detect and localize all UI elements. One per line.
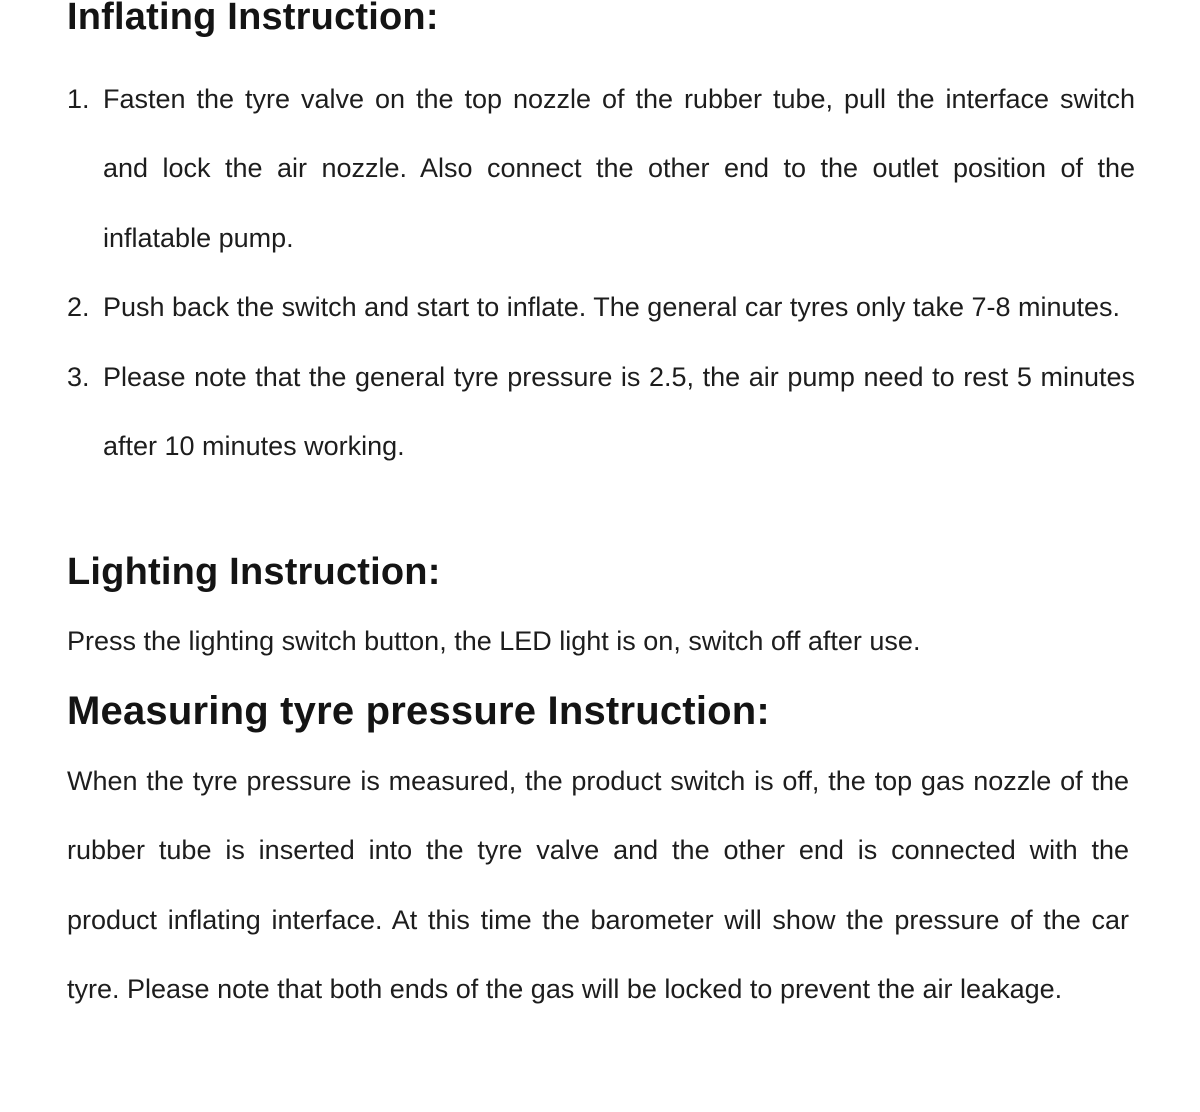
measuring-text: When the tyre pressure is measured, the product switch is off, the top gas nozzle of the rubber tube is inserted into the tyre valve and the other end is connected with the product inflating interface. At this time the barometer will show the pressure of the car tyre. Please note that both ends of the gas will be locked to prevent the air leakage. bbox=[67, 766, 1129, 1005]
inflating-step-1 bbox=[67, 65, 1135, 273]
lighting-heading: Lighting Instruction: bbox=[67, 551, 441, 593]
step-text: Please note that the general tyre pressure is 2.5, the air pump need to rest 5 minutes after 10 minutes working. bbox=[103, 361, 1135, 462]
lighting-text: Press the lighting switch button, the LED light is on, switch off after use. bbox=[67, 626, 921, 656]
step-text: Fasten the tyre valve on the top nozzle of the rubber tube, pull the interface switch and lock the air nozzle. Also connect the other end to the outlet position of the inflatable pump. bbox=[103, 84, 1135, 253]
step-text: Push back the switch and start to inflate. The general car tyres only take 7-8 minutes. bbox=[103, 292, 1121, 323]
step-number: 3. bbox=[67, 361, 90, 392]
inflating-steps-list bbox=[67, 65, 1135, 481]
inflating-step-2 bbox=[67, 273, 1135, 342]
step-number: 1. bbox=[67, 84, 90, 114]
measuring-heading: Measuring tyre pressure Instruction: bbox=[67, 689, 770, 733]
inflating-heading: Inflating Instruction: bbox=[67, 0, 439, 38]
step-number: 2. bbox=[67, 292, 90, 323]
inflating-step-3 bbox=[67, 343, 1135, 482]
